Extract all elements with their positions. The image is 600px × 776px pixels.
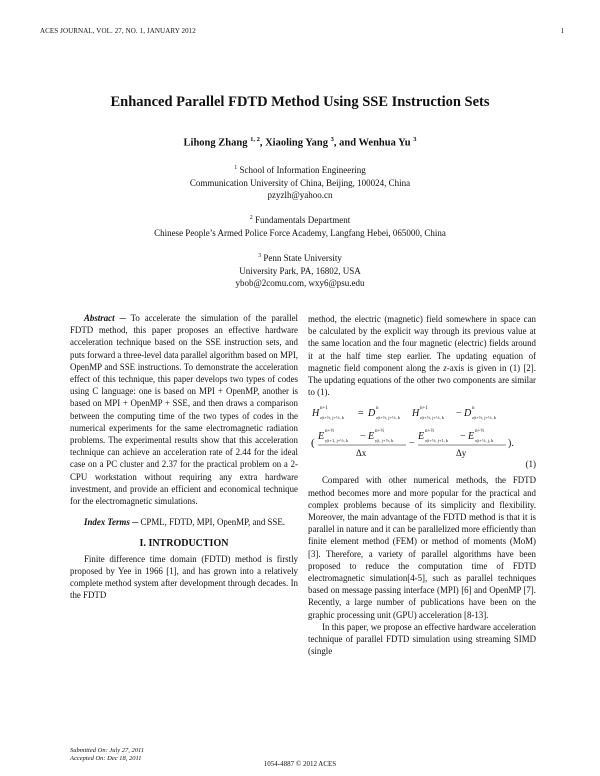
eq-minus: −	[360, 431, 366, 443]
eq-subscript: x|i+½, j, k	[475, 438, 494, 444]
eq-superscript: n+½	[375, 429, 385, 435]
affiliation-mark: 3	[258, 253, 262, 259]
eq-superscript: n+½	[475, 429, 485, 435]
intro-paragraph-2	[308, 313, 536, 398]
eq-subscript: y|i, j+½, k	[375, 438, 394, 444]
author-affiliation-mark: 1, 2	[250, 136, 260, 143]
affiliation-1	[0, 162, 600, 202]
affiliation-line: Penn State University	[263, 253, 342, 263]
submitted-date: Submitted On: July 27, 2011	[70, 747, 145, 754]
abstract-text: To accelerate the simulation of the parallel FDTD method, this paper proposes an effective hardware acceleration technique based on the SSE instruction sets, and puts forward a three-level data parallel algorithm based on MPI, OpenMP and SSE instructions. To demonstrate the acceleration effect of this technique, this paper develops two types of codes using C language: one is based on MPI + OpenMP, another is based on MPI + OpenMP + SSE, and then draws a comparison between the computing time of the two types of codes in the numerical experiments for the same electromagnetic radiation problems. The experimental results show that this acceleration technique can achieve an acceleration rate of 2.44 for the ideal case on a PC cluster and 2.37 for the practical problem on a 2-CPU workstation without requiring any extra hardware investment, and provide an efficient and economical technique for the electromagnetic simulations.	[70, 313, 298, 507]
eq-right-paren: ).	[508, 438, 514, 450]
equation-graphic	[310, 402, 520, 468]
author-name: Xiaoling Yang	[265, 137, 329, 149]
author-name: Lihong Zhang	[183, 137, 248, 149]
index-terms-text: CPML, FDTD, MPI, OpenMP, and SSE.	[140, 517, 286, 528]
update-equation	[310, 402, 536, 470]
intro-paragraph-3: Compared with other numerical methods, the FDTD method becomes more and more popular for the practical and complex problems because of its simplicity and flexibility. Moreover, the main advantage of the FDTD method is that it is parallel in nature and it can be parallelized more efficiently than finite element method (FEM) or method of moments (MoM) [3]. Therefore, a variety of parallel algorithms have been proposed to reduce the computation time of FDTD electromagnetic simulation[4-5], such as parallel techniques based on message passing interface (MPI) [6] and OpenMP [7]. Recently, a large number of publications have been on the graphic processing unit (GPU) acceleration [8-13].	[308, 475, 536, 620]
axis-symbol: z	[443, 362, 447, 373]
eq-superscript: n+1	[420, 406, 428, 412]
eq-field-d: D	[464, 408, 472, 420]
eq-left-paren: (	[311, 437, 315, 450]
author-affiliation-mark: 3	[330, 136, 334, 143]
eq-field-e: E	[368, 431, 375, 443]
eq-subscript: x|i+½, j+1, k	[425, 438, 449, 444]
abstract	[70, 312, 298, 507]
paper-title: Enhanced Parallel FDTD Method Using SSE Instruction Sets	[110, 94, 490, 110]
eq-field-e: E	[318, 431, 325, 443]
eq-denominator-dx: Δx	[356, 448, 367, 459]
eq-superscript: n+½	[325, 429, 335, 435]
page-number: 1	[560, 27, 564, 35]
eq-minus: −	[409, 438, 415, 450]
affiliation-email: ybob@2comu.com, wxy6@psu.edu	[235, 278, 365, 288]
equation-number: (1)	[525, 459, 536, 470]
index-terms	[70, 516, 298, 528]
affiliation-line: University Park, PA, 16802, USA	[239, 265, 361, 276]
index-terms-label: Index Terms	[84, 517, 130, 528]
section-heading-introduction: I. INTRODUCTION	[139, 538, 229, 550]
intro-paragraph-1: Finite difference time domain (FDTD) method is firstly proposed by Yee in 1966 [1], and has grown into a relatively complete method system after development through decades. In the FDTD	[70, 553, 298, 601]
affiliation-mark: 1	[234, 165, 238, 171]
author-list	[0, 136, 600, 149]
abstract-label: Abstract	[84, 313, 115, 323]
eq-denominator-dy: Δy	[456, 448, 467, 459]
affiliation-line: Communication University of China, Beijing, 100024, China	[189, 177, 411, 188]
affiliation-line: Fundamentals Department	[255, 215, 351, 225]
eq-superscript: n	[376, 406, 379, 412]
author-separator: ,	[259, 137, 266, 149]
eq-subscript: z|i+½, j+½, k	[420, 415, 444, 421]
eq-equals: =	[358, 408, 364, 420]
affiliation-email: pzyzlh@yahoo.cn	[267, 190, 333, 200]
author-affiliation-mark: 3	[413, 136, 417, 143]
paragraph-text: method, the electric (magnetic) field somewhere in space can be calculated by the explicit way through its previous value at the same location and the four magnetic (electric) fields around it at the half time step earlier. The updating equation of magnetic field component along the	[308, 314, 536, 373]
eq-field-e: E	[418, 431, 425, 443]
affiliation-mark: 2	[249, 215, 253, 221]
author-separator: , and	[333, 137, 359, 149]
issn-footer: 1054-4887 © 2012 ACES	[263, 760, 337, 768]
eq-field-d: D	[368, 408, 376, 420]
author-name: Wenhua Yu	[358, 137, 411, 149]
left-column	[70, 312, 298, 601]
affiliation-2	[0, 212, 600, 239]
eq-minus: −	[460, 431, 466, 443]
eq-subscript: z|i+½, j+½, k	[472, 415, 496, 421]
eq-subscript: y|i+1, j+½, k	[325, 438, 349, 444]
eq-superscript: n+1	[320, 406, 328, 412]
intro-paragraph-4: In this paper, we propose an effective hardware acceleration technique of parallel FDTD simulation using streaming SIMD (single	[308, 621, 536, 657]
running-header: ACES JOURNAL, VOL. 27, NO. 1, JANUARY 2012	[40, 27, 196, 35]
right-column	[308, 313, 536, 657]
eq-field-e: E	[468, 431, 475, 443]
eq-superscript: n	[472, 406, 475, 412]
eq-minus: −	[456, 408, 462, 420]
eq-field-h: H	[412, 408, 420, 420]
index-terms-dash: ─	[129, 517, 141, 528]
paragraph-text: -axis is given in (1) [2]. The updating equations of the other two components are similar to (1).	[308, 362, 536, 398]
eq-subscript: z|i+½, j+½, k	[376, 415, 400, 421]
abstract-dash: ─	[114, 313, 131, 323]
eq-superscript: n+½	[425, 429, 435, 435]
affiliation-3	[0, 250, 600, 290]
accepted-date: Accepted On: Dec 18, 2011	[70, 754, 142, 762]
eq-field-h: H	[312, 408, 320, 420]
affiliation-line: School of Information Engineering	[239, 165, 366, 175]
affiliation-line: Chinese People’s Armed Police Force Academy, Langfang Hebei, 065000, China	[154, 227, 446, 238]
eq-subscript: z|i+½, j+½, k	[320, 415, 344, 421]
